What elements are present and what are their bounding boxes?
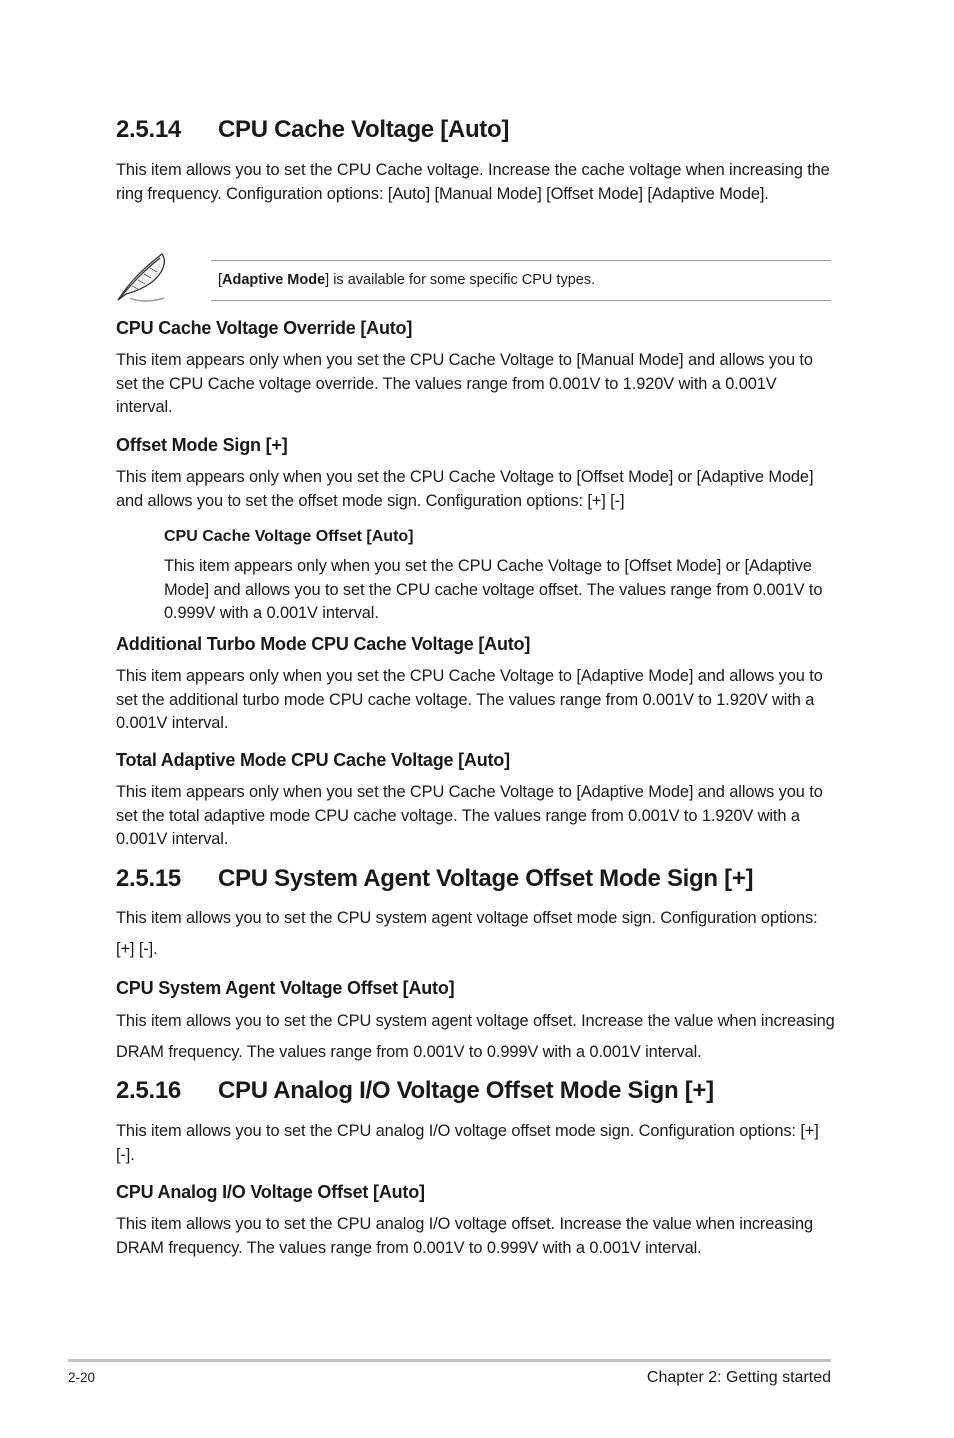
turbo-body: This item appears only when you set the CPU Cache Voltage to [Adaptive Mode] and allows you to set the additional turbo mode CPU cache voltage. The values range from 0.001V to 1.920V with a 0.001V interval. bbox=[116, 667, 823, 732]
system-agent-offset-heading: CPU System Agent Voltage Offset [Auto] bbox=[116, 978, 455, 998]
section-2-5-14-body: This item allows you to set the CPU Cache voltage. Increase the cache voltage when increasing the ring frequency. Configuration options: [Auto] [Manual Mode] [Offset Mode] [Adaptive Mode]. bbox=[116, 161, 830, 203]
offset-sign-body: This item appears only when you set the CPU Cache Voltage to [Offset Mode] or [Adaptive Mode] and allows you to set the offset mode sign. Configuration options: [+] [-] bbox=[116, 468, 814, 510]
analog-io-offset-heading: CPU Analog I/O Voltage Offset [Auto] bbox=[116, 1182, 425, 1202]
note-text: [Adaptive Mode] is available for some specific CPU types. bbox=[218, 272, 596, 288]
total-heading: Total Adaptive Mode CPU Cache Voltage [Auto] bbox=[116, 750, 510, 770]
total-body: This item appears only when you set the CPU Cache Voltage to [Adaptive Mode] and allows you to set the total adaptive mode CPU cache voltage. The values range from 0.001V to 1.920V with a 0.001V interval. bbox=[116, 783, 823, 848]
system-agent-offset-body: This item allows you to set the CPU system agent voltage offset. Increase the value when increasing DRAM frequency. The values range from 0.001V to 0.999V with a 0.001V interval. bbox=[116, 1012, 835, 1061]
page-number: 2-20 bbox=[68, 1370, 96, 1385]
override-body: This item appears only when you set the CPU Cache Voltage to [Manual Mode] and allows you to set the CPU Cache voltage override. The values range from 0.001V to 1.920V with a 0.001V interval. bbox=[116, 351, 813, 416]
override-heading: CPU Cache Voltage Override [Auto] bbox=[116, 318, 413, 338]
section-2-5-16-body: This item allows you to set the CPU analog I/O voltage offset mode sign. Configuration options: [+] [-]. bbox=[116, 1122, 819, 1164]
section-title: CPU Analog I/O Voltage Offset Mode Sign [+] bbox=[218, 1077, 714, 1104]
note-rule-bottom bbox=[211, 300, 831, 301]
section-2-5-16-heading bbox=[116, 1077, 714, 1105]
feather-quill-icon bbox=[112, 248, 172, 304]
section-title: CPU Cache Voltage [Auto] bbox=[218, 116, 510, 143]
turbo-heading: Additional Turbo Mode CPU Cache Voltage [Auto] bbox=[116, 634, 531, 654]
section-2-5-15-body: This item allows you to set the CPU system agent voltage offset mode sign. Configuration options: [+] [-]. bbox=[116, 909, 818, 958]
section-number: 2.5.16 bbox=[116, 1077, 181, 1104]
offset-sign-heading: Offset Mode Sign [+] bbox=[116, 435, 288, 455]
note-rule-top bbox=[211, 260, 831, 261]
section-2-5-14-heading bbox=[116, 116, 509, 144]
offset-body: This item appears only when you set the CPU Cache Voltage to [Offset Mode] or [Adaptive Mode] and allows you to set the CPU cache voltage offset. The values range from 0.001V to 0.999V with a 0.001V interval. bbox=[164, 557, 823, 622]
section-number: 2.5.15 bbox=[116, 865, 181, 892]
chapter-label: Chapter 2: Getting started bbox=[646, 1369, 831, 1386]
note-bold: Adaptive Mode bbox=[222, 272, 326, 288]
footer-divider bbox=[68, 1359, 831, 1362]
offset-heading: CPU Cache Voltage Offset [Auto] bbox=[164, 528, 414, 545]
section-title: CPU System Agent Voltage Offset Mode Sign [+] bbox=[218, 865, 754, 892]
section-2-5-15-heading bbox=[116, 865, 753, 893]
analog-io-offset-body: This item allows you to set the CPU analog I/O voltage offset. Increase the value when increasing DRAM frequency. The values range from 0.001V to 0.999V with a 0.001V interval. bbox=[116, 1215, 813, 1257]
section-number: 2.5.14 bbox=[116, 116, 181, 143]
